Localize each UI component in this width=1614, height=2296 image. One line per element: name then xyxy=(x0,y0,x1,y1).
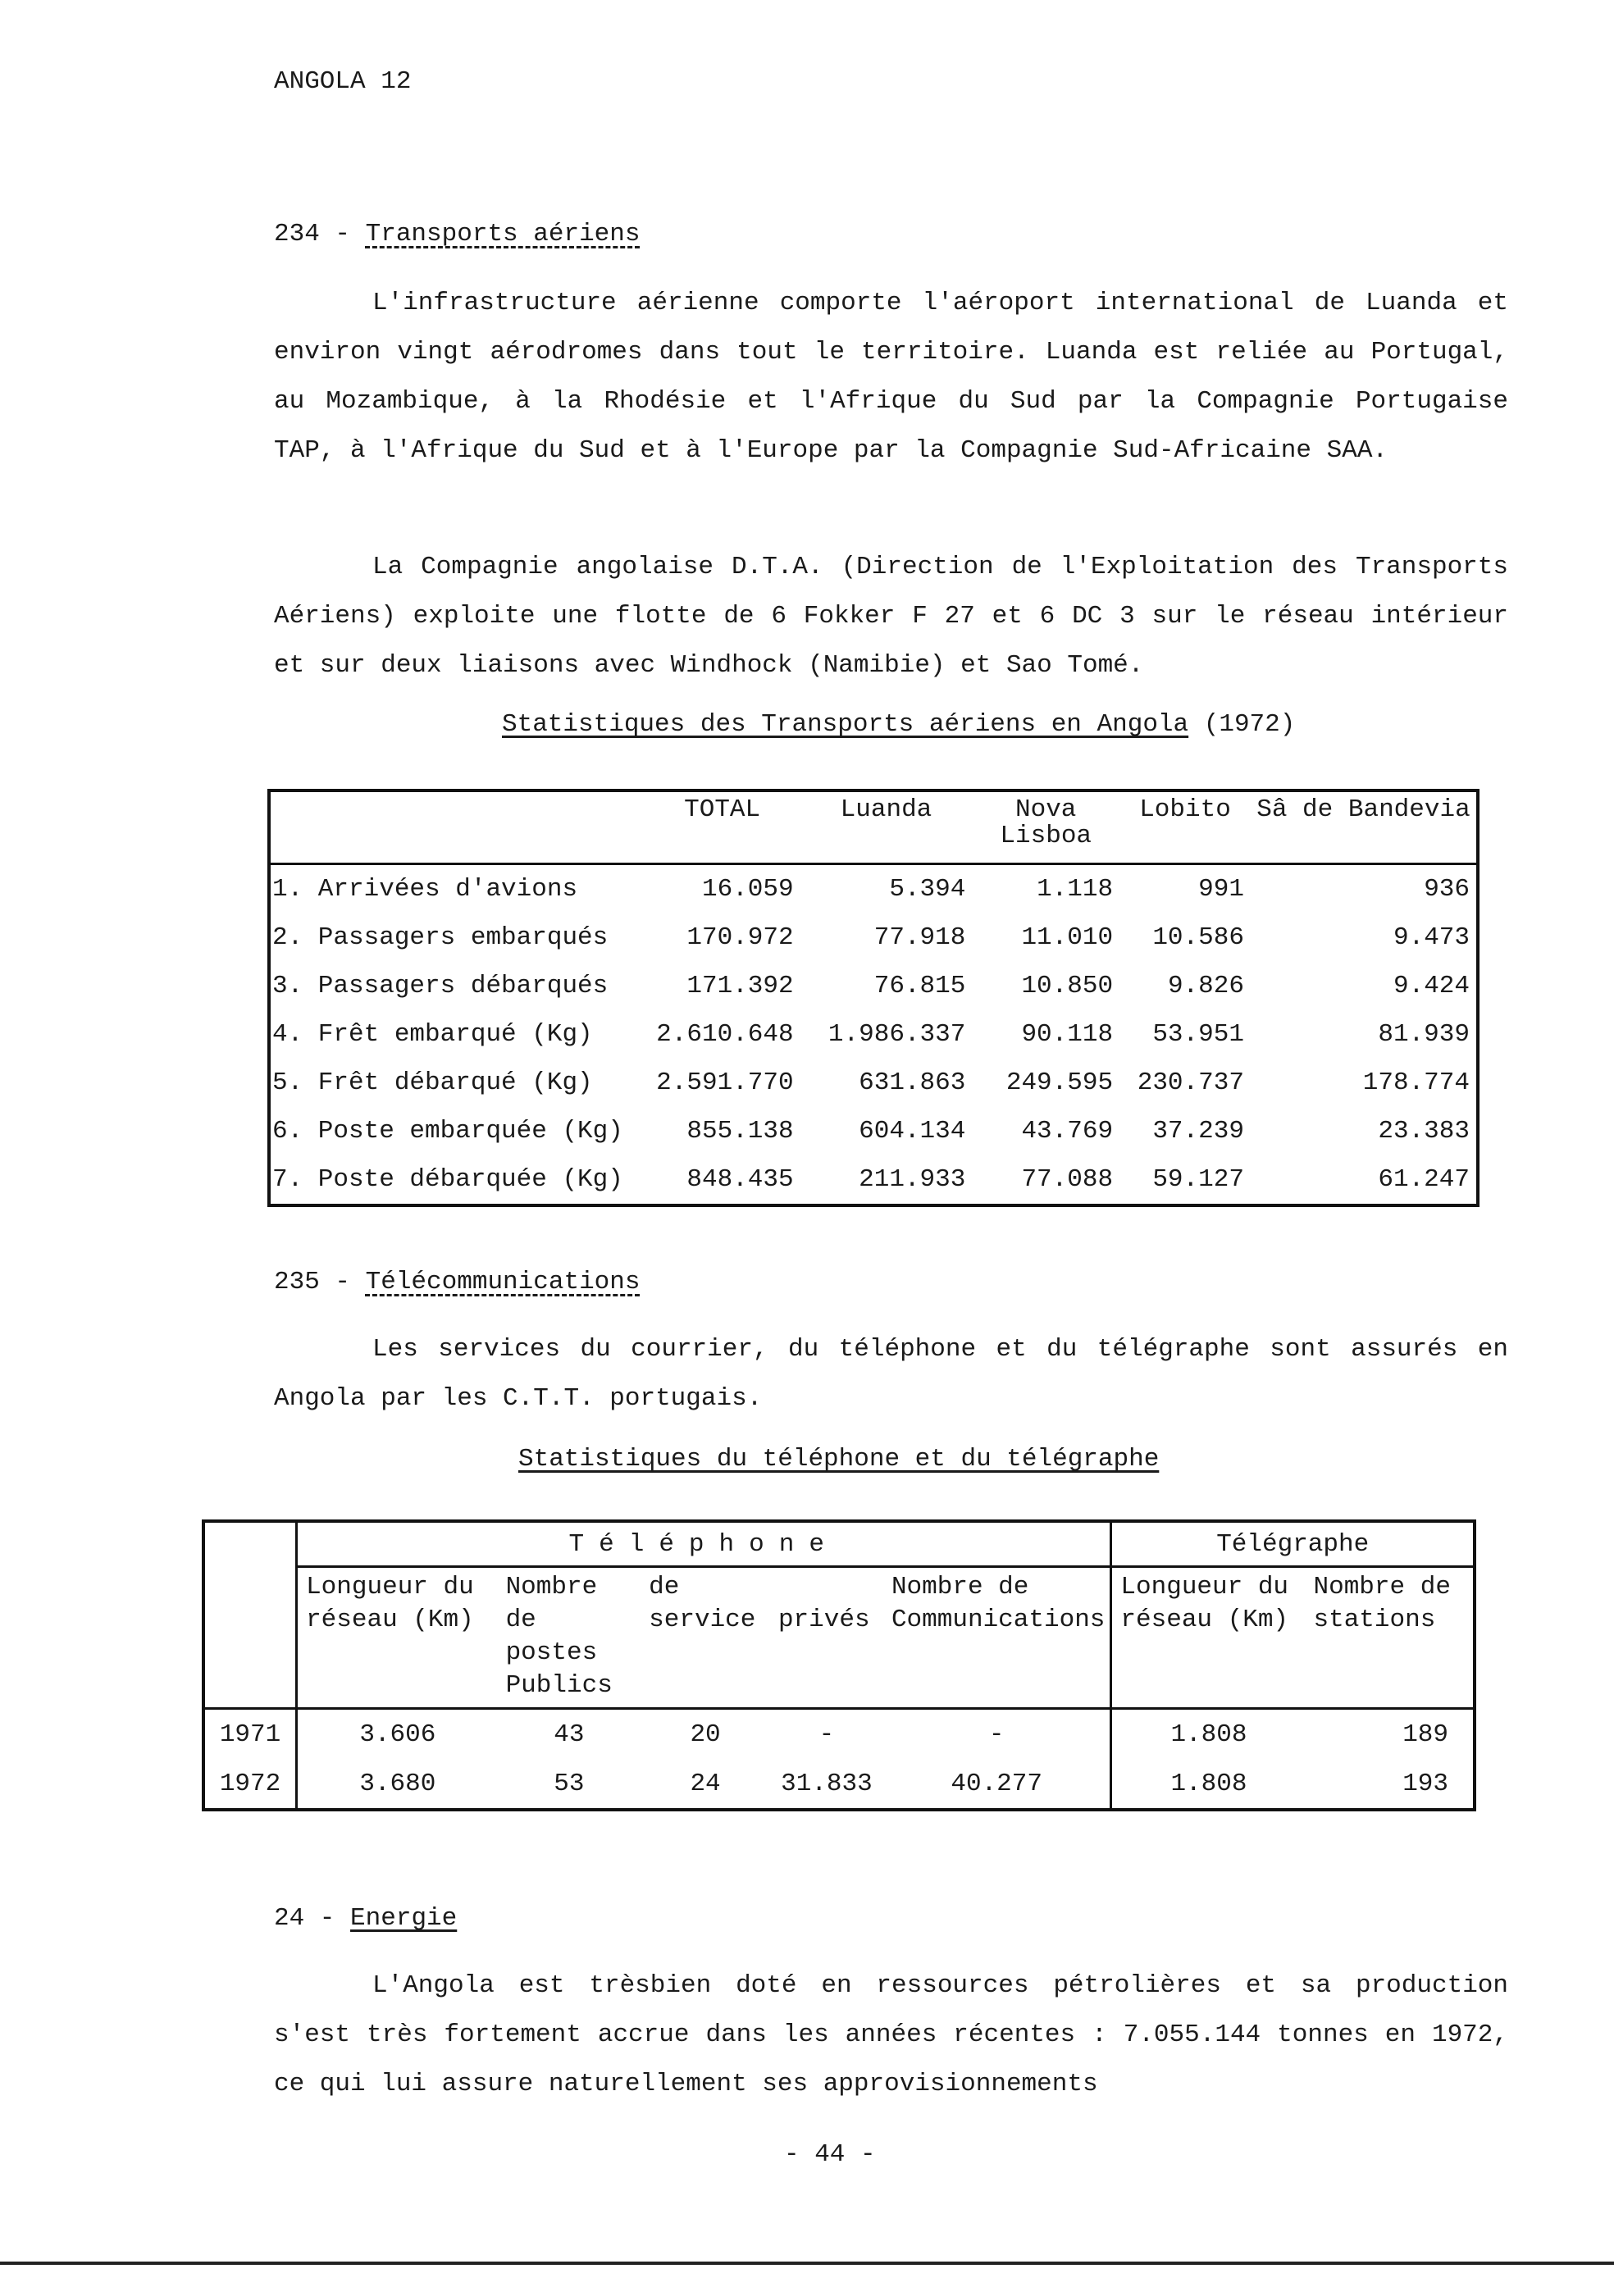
air-row-label: 2. Passagers embarqués xyxy=(272,923,609,952)
air-row-value: 9.826 xyxy=(1167,972,1244,1000)
telecom-row xyxy=(203,1709,1475,1760)
section-24-heading xyxy=(274,1904,457,1933)
telecom-row-value: 40.277 xyxy=(951,1769,1042,1798)
air-row-value: 37.239 xyxy=(1152,1117,1244,1146)
section-235-title: Télécommunications xyxy=(365,1268,641,1296)
section-234-title: Transports aériens xyxy=(365,220,641,248)
section-24-number: 24 - xyxy=(274,1904,335,1933)
air-row-value: 1.118 xyxy=(1037,875,1114,904)
section-234-paragraph-1: L'infrastructure aérienne comporte l'aéroport international de Luanda et environ vingt aérodromes dans tout le territoire. Luanda est reliée au Portugal, au Mozambique, à la Rhodésie et l'Afrique du Sud par la Compagnie Portugaise TAP, à l'Afrique du Sud et à l'Europe par la Compagnie Sud-Africaine SAA. xyxy=(274,289,1508,465)
air-row-value: 631.863 xyxy=(859,1068,966,1097)
section-235-number: 235 - xyxy=(274,1268,351,1296)
air-transport-row xyxy=(269,962,1478,1010)
telecom-row-value: 193 xyxy=(1402,1769,1448,1798)
air-row-value: 43.769 xyxy=(1021,1117,1114,1146)
telecom-row-value: - xyxy=(818,1720,835,1749)
air-col-label xyxy=(269,790,645,864)
air-row-value: 16.059 xyxy=(701,875,794,904)
telecom-sub-telegraph-length: Longueur du réseau (Km) xyxy=(1111,1567,1306,1709)
air-transport-header-row xyxy=(269,790,1478,864)
telecom-subheader-row xyxy=(203,1567,1475,1709)
air-transport-table-year: (1972) xyxy=(1203,710,1296,739)
air-row-value: 230.737 xyxy=(1137,1068,1244,1097)
telecom-sub-telephone-length: Longueur du réseau (Km) xyxy=(297,1567,498,1709)
telecom-row-value: 43 xyxy=(554,1720,585,1749)
air-row-value: 76.815 xyxy=(873,972,966,1000)
air-row-label: 5. Frêt débarqué (Kg) xyxy=(272,1068,593,1097)
section-24-paragraph-1: L'Angola est trèsbien doté en ressources pétrolières et sa production s'est très fortement accrue dans les années récentes : 7.055.144 tonnes en 1972, ce qui lui assure naturellement ses approvisionnements xyxy=(274,1971,1508,2098)
air-row-value: 77.088 xyxy=(1021,1165,1114,1194)
telecom-group-telegraphe: Télégraphe xyxy=(1111,1521,1475,1567)
section-234-heading xyxy=(274,220,640,248)
telecom-sub-private-posts: privés xyxy=(777,1606,870,1634)
air-row-value: 936 xyxy=(1424,875,1470,904)
air-row-value: 59.127 xyxy=(1152,1165,1244,1194)
air-row-value: 170.972 xyxy=(686,923,794,952)
air-transport-table xyxy=(267,789,1480,1207)
air-transport-row xyxy=(269,1010,1478,1059)
page-number: - 44 - xyxy=(784,2140,876,2169)
telecom-row-value: 24 xyxy=(690,1769,721,1798)
air-row-value: 10.586 xyxy=(1152,923,1244,952)
air-transport-row xyxy=(269,1059,1478,1107)
air-transport-row xyxy=(269,1107,1478,1155)
air-transport-row xyxy=(269,913,1478,962)
air-row-value: 11.010 xyxy=(1021,923,1114,952)
telecom-row-value: - xyxy=(988,1720,1005,1749)
air-row-value: 855.138 xyxy=(686,1117,794,1146)
telecom-table-caption xyxy=(518,1445,1159,1474)
air-row-value: 171.392 xyxy=(686,972,794,1000)
telecom-table-title: Statistiques du téléphone et du télégraphe xyxy=(518,1445,1160,1474)
air-row-value: 991 xyxy=(1198,875,1244,904)
running-header: ANGOLA 12 xyxy=(274,67,412,96)
air-row-value: 1.986.337 xyxy=(828,1020,966,1049)
air-row-value: 2.591.770 xyxy=(656,1068,794,1097)
air-row-value: 211.933 xyxy=(859,1165,966,1194)
air-col-total: TOTAL xyxy=(684,795,761,824)
telecom-sub-service-posts: de service xyxy=(649,1573,756,1634)
air-row-value: 90.118 xyxy=(1021,1020,1114,1049)
telecom-row-value: 31.833 xyxy=(781,1769,873,1798)
telecom-row-value: 3.606 xyxy=(297,1709,498,1760)
telecom-row-year: 1971 xyxy=(203,1709,297,1760)
telecom-row-value: 1.808 xyxy=(1111,1709,1306,1760)
air-row-label: 3. Passagers débarqués xyxy=(272,972,609,1000)
air-row-label: 6. Poste embarquée (Kg) xyxy=(272,1117,623,1146)
telecom-sub-stations: Nombre de stations xyxy=(1313,1573,1451,1634)
telecom-group-row xyxy=(203,1521,1475,1567)
air-row-value: 9.424 xyxy=(1393,972,1470,1000)
telecom-row-value: 1.808 xyxy=(1111,1759,1306,1810)
air-row-value: 77.918 xyxy=(873,923,966,952)
telecom-row-value: 3.680 xyxy=(297,1759,498,1810)
footer-rule xyxy=(0,2262,1614,2265)
telecom-row-value: 189 xyxy=(1402,1720,1448,1749)
air-transport-table-title: Statistiques des Transports aériens en Angola xyxy=(502,710,1189,739)
air-col-lobito: Lobito xyxy=(1139,795,1231,824)
air-row-value: 10.850 xyxy=(1021,972,1114,1000)
air-row-value: 178.774 xyxy=(1362,1068,1470,1097)
telecom-row xyxy=(203,1759,1475,1810)
air-row-label: 1. Arrivées d'avions xyxy=(272,875,578,904)
telecom-sub-public-posts: Nombre de postes Publics xyxy=(505,1573,613,1700)
air-transport-table-caption xyxy=(502,710,1295,739)
telecom-group-telephone: Téléphone xyxy=(297,1521,1111,1567)
air-col-sa-da-bandeira: Sâ de Bandevia xyxy=(1256,795,1470,824)
telecom-year-header xyxy=(203,1521,297,1709)
air-col-luanda: Luanda xyxy=(840,795,932,824)
telecom-sub-communications: Nombre de Communications xyxy=(891,1573,1106,1634)
air-row-label: 4. Frêt embarqué (Kg) xyxy=(272,1020,593,1049)
section-24-title: Energie xyxy=(350,1904,458,1933)
air-row-value: 604.134 xyxy=(859,1117,966,1146)
section-235-paragraph-1: Les services du courrier, du téléphone et du télégraphe sont assurés en Angola par les C.T.T. portugais. xyxy=(274,1335,1508,1413)
section-234-number: 234 - xyxy=(274,220,351,248)
telecom-table xyxy=(202,1519,1476,1811)
air-row-value: 23.383 xyxy=(1378,1117,1470,1146)
air-transport-row xyxy=(269,1155,1478,1205)
air-row-value: 2.610.648 xyxy=(656,1020,794,1049)
section-234-paragraph-2: La Compagnie angolaise D.T.A. (Direction de l'Exploitation des Transports Aériens) exploite une flotte de 6 Fokker F 27 et 6 DC 3 sur le réseau intérieur et sur deux liaisons avec Windhock (Namibie) et Sao Tomé. xyxy=(274,553,1508,680)
air-col-nova-lisboa: Nova Lisboa xyxy=(1000,795,1092,850)
air-row-value: 9.473 xyxy=(1393,923,1470,952)
section-235-heading xyxy=(274,1268,640,1296)
air-row-value: 848.435 xyxy=(686,1165,794,1194)
air-row-value: 249.595 xyxy=(1005,1068,1114,1097)
air-row-label: 7. Poste débarquée (Kg) xyxy=(272,1165,623,1194)
air-row-value: 5.394 xyxy=(889,875,966,904)
telecom-row-year: 1972 xyxy=(203,1759,297,1810)
telecom-row-value: 53 xyxy=(554,1769,585,1798)
air-row-value: 61.247 xyxy=(1378,1165,1470,1194)
telecom-row-value: 20 xyxy=(690,1720,721,1749)
air-row-value: 53.951 xyxy=(1152,1020,1244,1049)
air-row-value: 81.939 xyxy=(1378,1020,1470,1049)
air-transport-row xyxy=(269,864,1478,914)
